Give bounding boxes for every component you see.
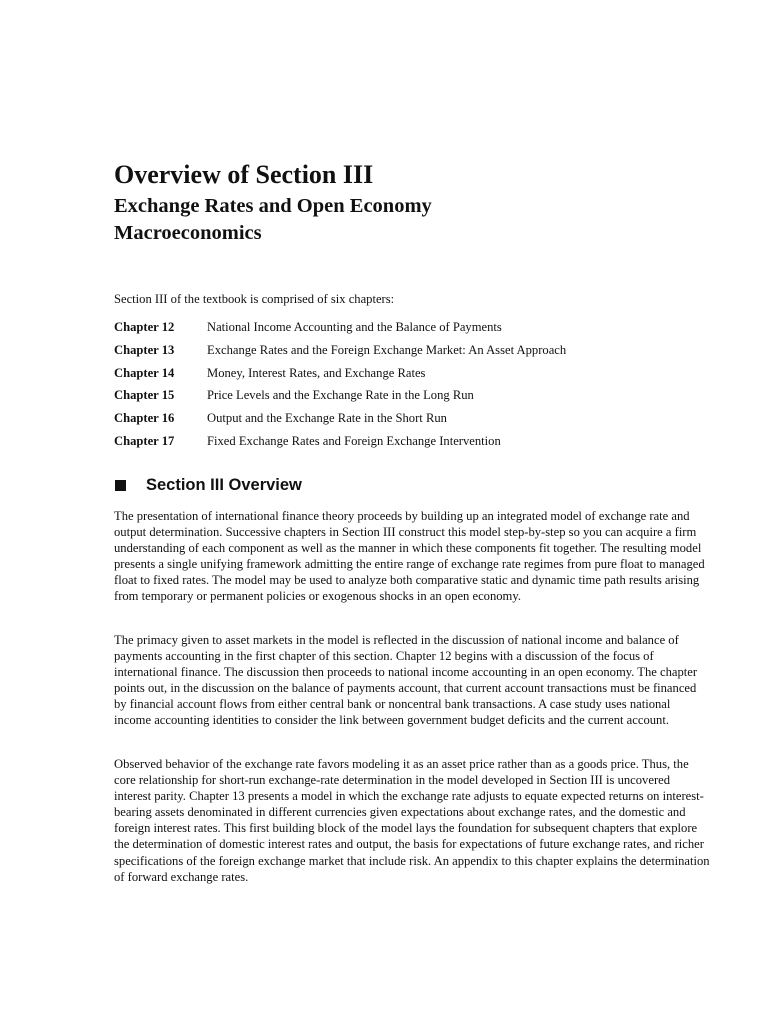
square-bullet-icon	[115, 480, 126, 491]
page-subtitle: Exchange Rates and Open Economy Macroeconomics	[114, 195, 432, 244]
section-heading-text: Section III Overview	[146, 476, 302, 494]
body-paragraph: The primacy given to asset markets in the model is reflected in the discussion of national income and balance of payments accounting in the first chapter of this section. Chapter 12 begins with a discussion of the focus of international finance. The discussion then proceeds to national income accounting in an open economy. The chapter points out, in the discussion on the balance of payments account, that current account transactions must be financed by financial account flows from either central bank or noncentral bank transactions. A case study uses national income accounting identities to consider the link between government budget deficits and the current account.	[114, 633, 698, 728]
chapter-title: Exchange Rates and the Foreign Exchange Market: An Asset Approach	[207, 342, 567, 357]
chapter-row	[114, 342, 714, 365]
chapter-title: National Income Accounting and the Balance of Payments	[207, 320, 502, 334]
page-title: Overview of Section III	[114, 160, 374, 189]
chapter-row	[114, 387, 714, 410]
chapter-number: Chapter 17	[114, 433, 175, 448]
body-paragraph: Observed behavior of the exchange rate favors modeling it as an asset price rather than as a goods price. Thus, the core relationship for short-run exchange-rate determination in the model developed in Section III is uncovered interest parity. Chapter 13 presents a model in which the exchange rate adjusts to equate expected returns on interest-bearing assets denominated in different currencies given expectations about exchange rates, and the domestic and foreign interest rates. This first building block of the model lays the foundation for subsequent chapters that explore the determination of domestic interest rates and output, the basis for expectations of future exchange rates, and richer specifications of the foreign exchange market that include risk. An appendix to this chapter explains the determination of forward exchange rates.	[114, 757, 710, 884]
chapter-number: Chapter 15	[114, 388, 175, 403]
chapter-number: Chapter 13	[114, 342, 175, 357]
chapter-row	[114, 319, 714, 342]
chapter-list	[114, 319, 714, 456]
chapter-title: Price Levels and the Exchange Rate in the Long Run	[207, 388, 474, 403]
intro-text: Section III of the textbook is comprised of six chapters:	[114, 292, 395, 306]
section-heading	[114, 474, 302, 496]
chapter-row	[114, 433, 714, 456]
body-paragraph: The presentation of international finance theory proceeds by building up an integrated model of exchange rate and output determination. Successive chapters in Section III construct this model step-by-step so you can acquire a firm understanding of each component as well as the manner in which these components fit together. The resulting model presents a single unifying framework admitting the entire range of exchange rate regimes from pure float to managed float to fixed rates. The model may be used to analyze both comparative static and dynamic time path results arising from temporary or permanent policies or exogenous shocks in an open economy.	[114, 509, 705, 604]
chapter-row	[114, 410, 714, 433]
chapter-title: Output and the Exchange Rate in the Short Run	[207, 411, 447, 426]
chapter-number: Chapter 16	[114, 411, 175, 426]
chapter-title: Fixed Exchange Rates and Foreign Exchange Intervention	[207, 433, 501, 448]
chapter-title: Money, Interest Rates, and Exchange Rates	[207, 365, 426, 380]
chapter-number: Chapter 12	[114, 320, 175, 334]
chapter-number: Chapter 14	[114, 365, 175, 380]
chapter-row	[114, 365, 714, 388]
